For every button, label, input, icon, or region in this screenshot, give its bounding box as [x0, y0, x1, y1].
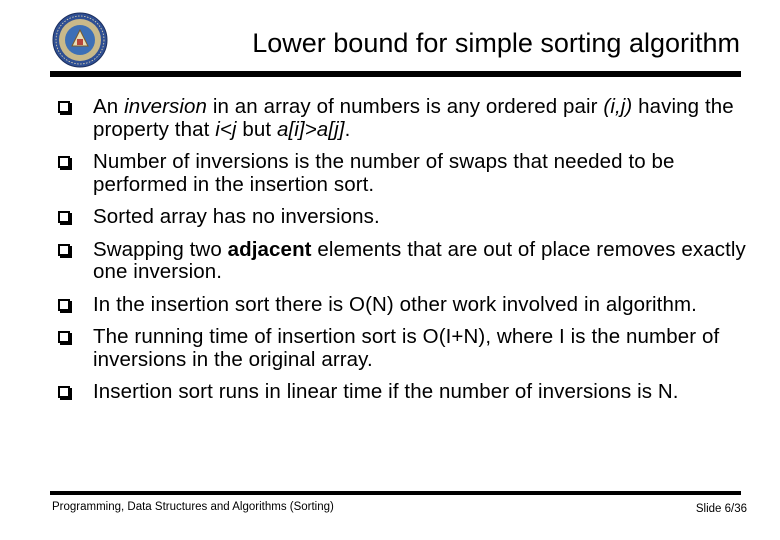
text-run: in an array of numbers is any ordered pair [207, 95, 604, 118]
bullet-text [93, 381, 748, 404]
square-bullet-icon [58, 156, 70, 168]
bullet-text [93, 151, 748, 196]
text-run: a[i]>a[j] [276, 117, 345, 141]
text-run: having the property that [93, 95, 734, 141]
seal-accent [77, 39, 83, 45]
footer-slide-number: Slide 6/36 [695, 503, 747, 515]
bullet-item [58, 96, 748, 141]
square-bullet-icon [58, 244, 70, 256]
text-run: An [93, 95, 125, 118]
square-bullet-icon [58, 386, 70, 398]
text-run: Number of inversions is the number of swaps that needed to be performed in the insertion sort. [93, 150, 675, 196]
text-run: Swapping two [93, 237, 228, 261]
bullet-item [58, 239, 748, 284]
university-seal-icon [52, 12, 108, 68]
title-divider [50, 71, 741, 77]
text-run: Sorted array has no inversions. [93, 205, 380, 228]
bullet-item [58, 151, 748, 196]
bullet-text [93, 326, 748, 371]
bullet-item [58, 206, 748, 229]
text-run: The running time of insertion sort is O(I+N), where I is the number of inversions in the original array. [93, 325, 720, 371]
text-run: . [344, 117, 351, 141]
bullet-text [93, 96, 748, 141]
text-run: elements that are out of place removes exactly one inversion. [93, 237, 746, 283]
text-run: Insertion sort runs in linear time if the number of inversions is N. [93, 380, 679, 403]
footer-course-label: Programming, Data Structures and Algorithms (Sorting) [52, 501, 334, 513]
square-bullet-icon [58, 331, 70, 343]
square-bullet-icon [58, 101, 70, 113]
slide-title: Lower bound for simple sorting algorithm [252, 28, 740, 58]
bullet-item [58, 381, 748, 404]
text-run: i<j [215, 117, 237, 141]
text-run: but [236, 117, 277, 141]
square-bullet-icon [58, 211, 70, 223]
bullet-text [93, 239, 748, 284]
bullet-item [58, 294, 748, 317]
bullet-list [58, 96, 748, 414]
square-bullet-icon [58, 299, 70, 311]
bullet-text [93, 294, 748, 317]
footer-divider [50, 491, 741, 495]
text-run: adjacent [227, 237, 312, 261]
text-run: (i,j) [603, 95, 633, 118]
bullet-item [58, 326, 748, 371]
text-run: In the insertion sort there is O(N) other work involved in algorithm. [93, 292, 697, 316]
text-run: inversion [124, 95, 208, 118]
bullet-text [93, 206, 748, 229]
